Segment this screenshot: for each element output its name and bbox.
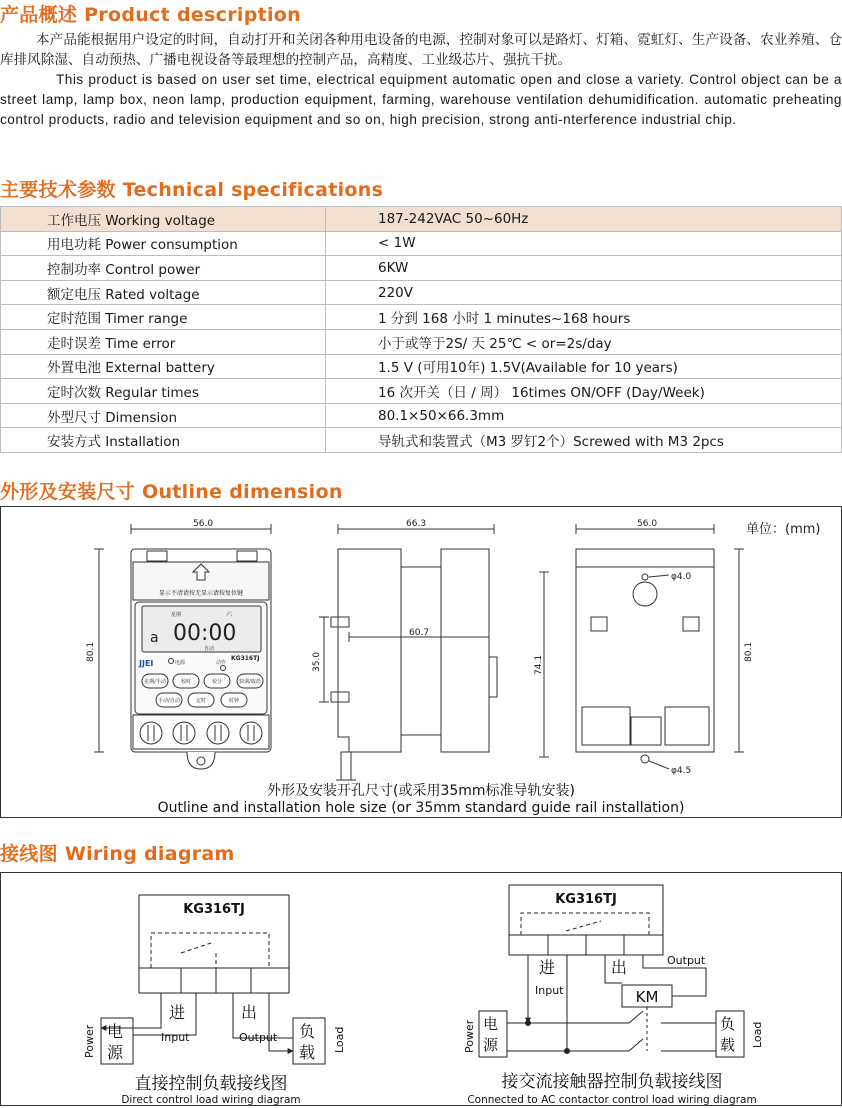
dim-back-hole-pitch: 74.1	[534, 654, 544, 675]
spec-value: 小于或等于2S/ 天 25℃ < or=2s/day	[326, 329, 842, 354]
lcd-day-value: 六	[226, 611, 233, 618]
front-view	[86, 519, 271, 769]
spec-key: 用电功耗 Power consumption	[1, 231, 326, 256]
dim-back-width: 56.0	[637, 519, 658, 529]
outline-caption-en: Outline and installation hole size (or 35mm standard guide rail installation)	[157, 800, 685, 816]
wiring-left-power-zh1: 电	[107, 1022, 124, 1041]
spec-row	[1, 207, 842, 232]
spec-key: 安装方式 Installation	[1, 428, 326, 453]
wiring-right-power-zh1: 电	[483, 1015, 499, 1033]
device-button-label: 定时	[195, 698, 207, 704]
wiring-left-out-en: Output	[239, 1031, 278, 1044]
terminal-screw	[173, 722, 195, 744]
wiring-panel	[0, 872, 842, 1106]
wiring-left-load-zh2: 载	[299, 1043, 316, 1062]
spec-key: 定时次数 Regular times	[1, 379, 326, 404]
brand-logo: JJEI	[139, 659, 154, 668]
description-block	[0, 30, 842, 130]
wiring-right-caption-zh: 接交流接触器控制负载接线图	[501, 1072, 723, 1092]
terminal-screw	[140, 722, 162, 744]
terminal-screw	[240, 722, 262, 744]
lcd-mode-label: 自动	[204, 646, 215, 652]
led-power-label: 电源	[175, 660, 186, 666]
spec-row	[1, 354, 842, 379]
description-en: This product is based on user set time, electrical equipment automatic open and close a variety. Control object can be a street lamp, lamp box, neon lamp, production equipment, farming, warehouse ventilation dehumidification. automatic preheating control products, radio and television equipment and so on, high precision, strong anti-nterference industrial chip.	[0, 72, 842, 127]
dim-side-rail: 35.0	[312, 651, 322, 672]
dim-front-height: 80.1	[86, 641, 96, 662]
front-terminals	[140, 722, 262, 744]
wiring-right-power-en: Power	[463, 1019, 476, 1053]
spec-key: 工作电压 Working voltage	[1, 207, 326, 232]
unit-label: 单位：(mm)	[746, 522, 821, 537]
section-title-overview: 产品概述 Product description	[0, 4, 301, 26]
description-zh: 本产品能根据用户设定的时间，自动打开和关闭各种用电设备的电源，控制对象可以是路灯、灯箱、霓虹灯、生产设备、农业养殖、仓库排风除湿、自动预热、广播电视设备等最理想的控制产品，高精度、工业级芯片、强抗干扰。	[0, 32, 842, 68]
wiring-direct	[83, 895, 346, 1105]
outline-drawing	[1, 507, 841, 817]
spec-value: 导轨式和装置式（M3 罗钉2个）Screwed with M3 2pcs	[326, 428, 842, 453]
wiring-left-model: KG316TJ	[183, 902, 245, 917]
wiring-left-caption-en: Direct control load wiring diagram	[121, 1094, 301, 1105]
lcd-mode-indicator: a	[150, 630, 159, 646]
wiring-right-load-zh1: 负	[720, 1015, 736, 1033]
wiring-right-caption-en: Connected to AC contactor control load wiring diagram	[467, 1094, 757, 1105]
spec-value: 220V	[326, 280, 842, 305]
spec-row	[1, 280, 842, 305]
spec-value: 1.5 V (可用10年) 1.5V(Available for 10 years)	[326, 354, 842, 379]
spec-row	[1, 379, 842, 404]
wiring-left-in-en: Input	[161, 1031, 190, 1044]
wiring-right-load-zh2: 载	[720, 1036, 736, 1054]
wiring-right-in-zh: 进	[539, 958, 556, 977]
spec-key: 走时误差 Time error	[1, 329, 326, 354]
spec-key: 定时范围 Timer range	[1, 305, 326, 330]
device-model: KG316TJ	[231, 655, 260, 662]
spec-row	[1, 403, 842, 428]
section-title-specs: 主要技术参数 Technical specifications	[0, 179, 384, 201]
spec-row	[1, 305, 842, 330]
led-action-label: 动作	[216, 660, 227, 666]
device-button-label: 校时	[180, 679, 192, 685]
wiring-right-out-en: Output	[667, 954, 706, 967]
device-button-label: 校分	[211, 679, 223, 685]
wiring-right-km: KM	[635, 988, 659, 1006]
spec-key: 额定电压 Rated voltage	[1, 280, 326, 305]
spec-table	[0, 206, 842, 453]
section-title-wiring: 接线图 Wiring diagram	[0, 843, 235, 865]
wiring-right-out-zh: 出	[611, 958, 628, 977]
spec-key: 外置电池 External battery	[1, 354, 326, 379]
wiring-left-power-zh2: 源	[107, 1043, 124, 1062]
spec-value: 80.1×50×66.3mm	[326, 403, 842, 428]
device-banner: 显示不清请按无显示请按复位键	[158, 590, 244, 597]
spec-key: 控制功率 Control power	[1, 256, 326, 281]
dim-hole-top: φ4.0	[671, 572, 692, 582]
device-button-label: 手动/自动	[158, 698, 180, 704]
dim-front-width: 56.0	[193, 519, 214, 529]
spec-value: 187-242VAC 50~60Hz	[326, 207, 842, 232]
wiring-right-power-zh2: 源	[483, 1036, 499, 1054]
dim-side-inner: 60.7	[409, 628, 430, 638]
lcd-digits: 00:00	[173, 621, 237, 646]
spec-value: 16 次开关（日 / 周） 16times ON/OFF (Day/Week)	[326, 379, 842, 404]
lcd-day-label: 星期	[171, 612, 182, 618]
wiring-left-power-en: Power	[83, 1024, 96, 1058]
dim-hole-bottom: φ4.5	[671, 766, 692, 776]
spec-row	[1, 428, 842, 453]
spec-value: 1 分到 168 小时 1 minutes~168 hours	[326, 305, 842, 330]
wiring-right-load-en: Load	[751, 1021, 764, 1048]
outline-panel	[0, 506, 842, 818]
wiring-drawing	[1, 873, 841, 1105]
spec-row	[1, 231, 842, 256]
terminal-screw	[207, 722, 229, 744]
dim-side-depth: 66.3	[406, 519, 427, 529]
dim-back-height: 80.1	[744, 641, 754, 662]
spec-value: < 1W	[326, 231, 842, 256]
wiring-left-load-zh1: 负	[299, 1022, 316, 1041]
wiring-left-in-zh: 进	[169, 1003, 186, 1022]
device-button-label: 时钟	[228, 698, 240, 704]
wiring-left-load-en: Load	[333, 1026, 346, 1053]
wiring-right-model: KG316TJ	[555, 892, 617, 907]
side-view	[312, 519, 497, 780]
back-view	[534, 519, 754, 776]
spec-value: 6KW	[326, 256, 842, 281]
spec-row	[1, 256, 842, 281]
spec-row	[1, 329, 842, 354]
wiring-left-out-zh: 出	[241, 1003, 258, 1022]
wiring-right-in-en: Input	[535, 984, 564, 997]
spec-key: 外型尺寸 Dimension	[1, 403, 326, 428]
wiring-contactor	[463, 885, 764, 1105]
wiring-left-caption-zh: 直接控制负载接线图	[134, 1074, 288, 1094]
section-title-outline: 外形及安装尺寸 Outline dimension	[0, 481, 343, 503]
device-button-label: 星期/手动	[144, 679, 166, 685]
device-button-label: 快调/取消	[239, 679, 261, 685]
outline-caption-zh: 外形及安装开孔尺寸(或采用35mm标准导轨安装)	[266, 783, 576, 799]
